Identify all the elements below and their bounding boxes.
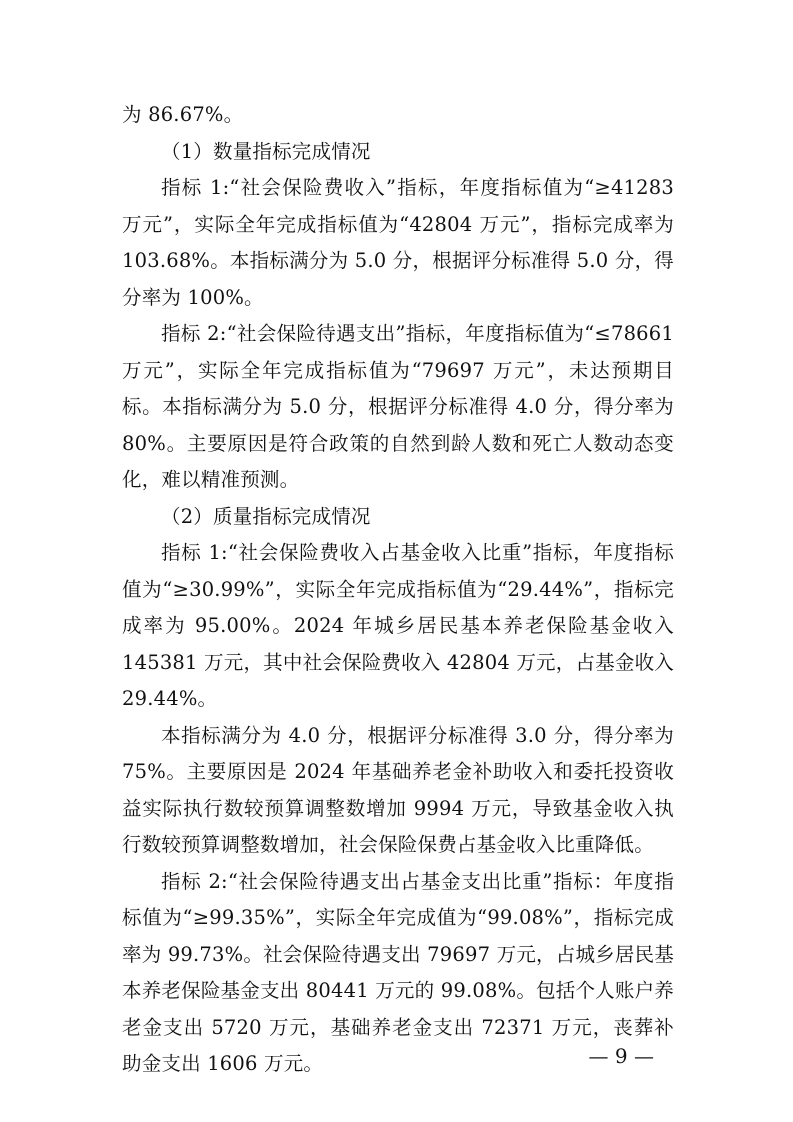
paragraph-continuation: 为 86.67%。 (122, 103, 244, 126)
section-heading-quantity: （1）数量指标完成情况 (161, 139, 371, 163)
page-number: — 9 — (588, 1044, 654, 1068)
section-heading-quality: （2）质量指标完成情况 (161, 504, 371, 528)
paragraph-quality-indicator-1-score: 本指标满分为 4.0 分，根据评分标准得 3.0 分，得分率为 75%。主要原因是 2024 年基础养老金补助收入和委托投资收益实际执行数较预算调整数增加 9994 万元，导致基金收入执行数较预算调整数增加，社会保险保费占基金收入比重降低。 (122, 723, 674, 856)
document-body (122, 97, 674, 1083)
paragraph-quality-indicator-2: 指标 2:“社会保险待遇支出占基金支出比重”指标：年度指标值为“≥99.35%”，实际全年完成值为“99.08%”，指标完成率为 99.73%。社会保险待遇支出 79697 万元，占城乡居民基本养老保险基金支出 80441 万元的 99.08%。包括个人账户养老金支出 5720 万元，基础养老金支出 72371 万元，丧葬补助金支出 1606 万元。 (122, 869, 674, 1075)
paragraph-indicator-1-income: 指标 1:“社会保险费收入”指标，年度指标值为“≥41283 万元”，实际全年完成指标值为“42804 万元”，指标完成率为 103.68%。本指标满分为 5.0 分，根据评分标准得 5.0 分，得分率为 100%。 (122, 176, 674, 309)
paragraph-indicator-2-expenditure: 指标 2:“社会保险待遇支出”指标，年度指标值为“≤78661 万元”，实际全年完成指标值为“79697 万元”，未达预期目标。本指标满分为 5.0 分，根据评分标准得 4.0 分，得分率为 80%。主要原因是符合政策的自然到龄人数和死亡人数动态变化，难以精准预测。 (122, 322, 674, 491)
paragraph-quality-indicator-1: 指标 1:“社会保险费收入占基金收入比重”指标，年度指标值为“≥30.99%”，实际全年完成指标值为“29.44%”，指标完成率为 95.00%。2024 年城乡居民基本养老保险基金收入 145381 万元，其中社会保险费收入 42804 万元，占基金收入 29.44%。 (122, 541, 674, 710)
